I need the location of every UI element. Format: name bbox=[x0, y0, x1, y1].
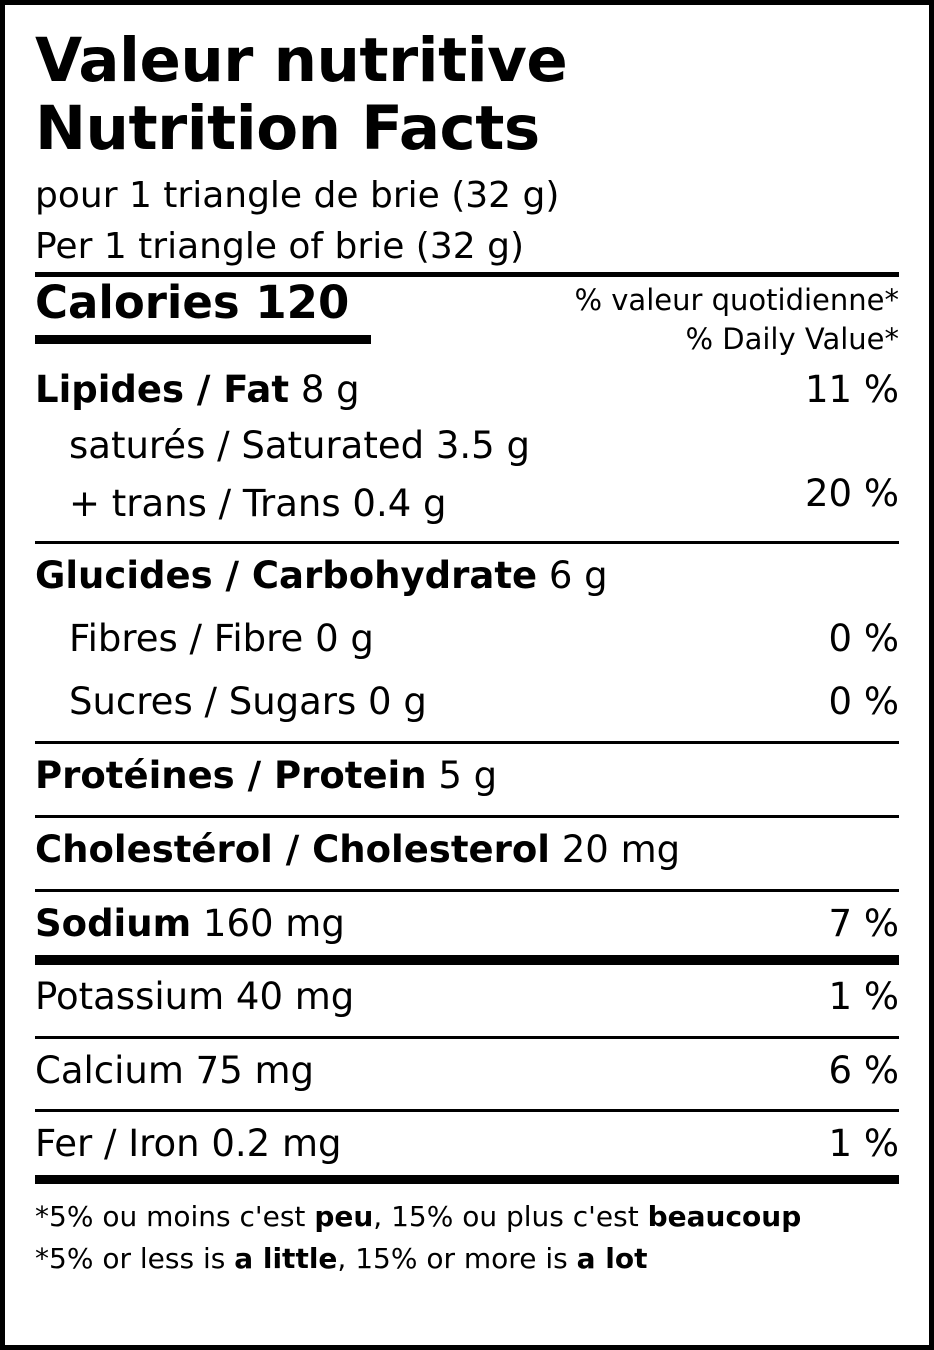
protein-row bbox=[35, 744, 899, 807]
potassium-row bbox=[35, 965, 899, 1028]
carbohydrate-label: Glucides / Carbohydrate bbox=[35, 553, 538, 597]
sodium-label-wrap bbox=[35, 899, 817, 949]
footnote-section bbox=[35, 1184, 899, 1280]
protein-label: Protéines / Protein bbox=[35, 753, 427, 797]
iron-row bbox=[35, 1112, 899, 1175]
divider-above-micronutrients bbox=[35, 955, 899, 965]
fat-section bbox=[35, 359, 899, 533]
potassium-label: Potassium 40 mg bbox=[35, 974, 355, 1018]
fat-section-right bbox=[793, 365, 899, 519]
saturated-fat-lines bbox=[35, 415, 793, 533]
serving-size-english: Per 1 triangle of brie (32 g) bbox=[35, 225, 524, 267]
daily-value-header bbox=[575, 277, 900, 359]
footnote-french-bold1: peu bbox=[314, 1200, 374, 1234]
saturated-trans-daily-value: 20 % bbox=[805, 472, 899, 516]
cholesterol-label-wrap bbox=[35, 825, 887, 875]
fibre-row bbox=[35, 607, 899, 670]
daily-value-header-french: % valeur quotidienne* bbox=[574, 282, 899, 317]
sugars-row bbox=[35, 670, 899, 733]
footnote-english-part2: , 15% or more is bbox=[337, 1242, 577, 1276]
footnote-english-bold1: a little bbox=[234, 1242, 338, 1276]
sodium-row bbox=[35, 892, 899, 955]
sodium-amount: 160 mg bbox=[202, 901, 345, 945]
carbohydrate-label-wrap bbox=[35, 551, 887, 601]
calories-section bbox=[35, 277, 899, 359]
footnote-english bbox=[35, 1238, 899, 1280]
footnote-french-part2: , 15% ou plus c'est bbox=[373, 1200, 648, 1234]
calcium-row bbox=[35, 1039, 899, 1102]
protein-amount: 5 g bbox=[438, 753, 498, 797]
sodium-label: Sodium bbox=[35, 901, 192, 945]
iron-label: Fer / Iron 0.2 mg bbox=[35, 1122, 342, 1166]
sugars-label: Sucres / Sugars 0 g bbox=[69, 679, 427, 723]
daily-value-header-english: % Daily Value* bbox=[685, 321, 899, 356]
footnote-french bbox=[35, 1196, 899, 1238]
carbohydrate-amount: 6 g bbox=[548, 553, 608, 597]
calories-value: Calories 120 bbox=[35, 277, 371, 344]
sugars-daily-value: 0 % bbox=[828, 679, 899, 723]
potassium-daily-value: 1 % bbox=[828, 974, 899, 1018]
fibre-daily-value: 0 % bbox=[828, 616, 899, 660]
fat-row bbox=[35, 365, 793, 415]
fat-amount: 8 g bbox=[300, 368, 360, 412]
fibre-label: Fibres / Fibre 0 g bbox=[69, 616, 374, 660]
panel-title-french: Valeur nutritive bbox=[35, 25, 568, 96]
saturated-fat-line: saturés / Saturated 3.5 g bbox=[69, 424, 530, 468]
cholesterol-amount: 20 mg bbox=[561, 827, 681, 871]
footnote-english-bold2: a lot bbox=[576, 1242, 648, 1276]
serving-size-french: pour 1 triangle de brie (32 g) bbox=[35, 174, 560, 216]
calcium-daily-value: 6 % bbox=[828, 1048, 899, 1092]
fat-section-left bbox=[35, 365, 793, 533]
footnote-french-bold2: beaucoup bbox=[647, 1200, 802, 1234]
footnote-english-part1: *5% or less is bbox=[35, 1242, 235, 1276]
calcium-label: Calcium 75 mg bbox=[35, 1048, 315, 1092]
fat-label: Lipides / Fat bbox=[35, 368, 290, 412]
footnote-french-part1: *5% ou moins c'est bbox=[35, 1200, 315, 1234]
sodium-daily-value: 7 % bbox=[828, 901, 899, 945]
fat-daily-value: 11 % bbox=[805, 368, 899, 412]
cholesterol-label: Cholestérol / Cholesterol bbox=[35, 827, 550, 871]
divider-above-footnote bbox=[35, 1175, 899, 1184]
trans-fat-line: + trans / Trans 0.4 g bbox=[69, 482, 447, 525]
carbohydrate-row bbox=[35, 544, 899, 607]
iron-daily-value: 1 % bbox=[828, 1122, 899, 1166]
cholesterol-row bbox=[35, 818, 899, 881]
panel-title-english: Nutrition Facts bbox=[35, 93, 540, 165]
protein-label-wrap bbox=[35, 751, 887, 801]
